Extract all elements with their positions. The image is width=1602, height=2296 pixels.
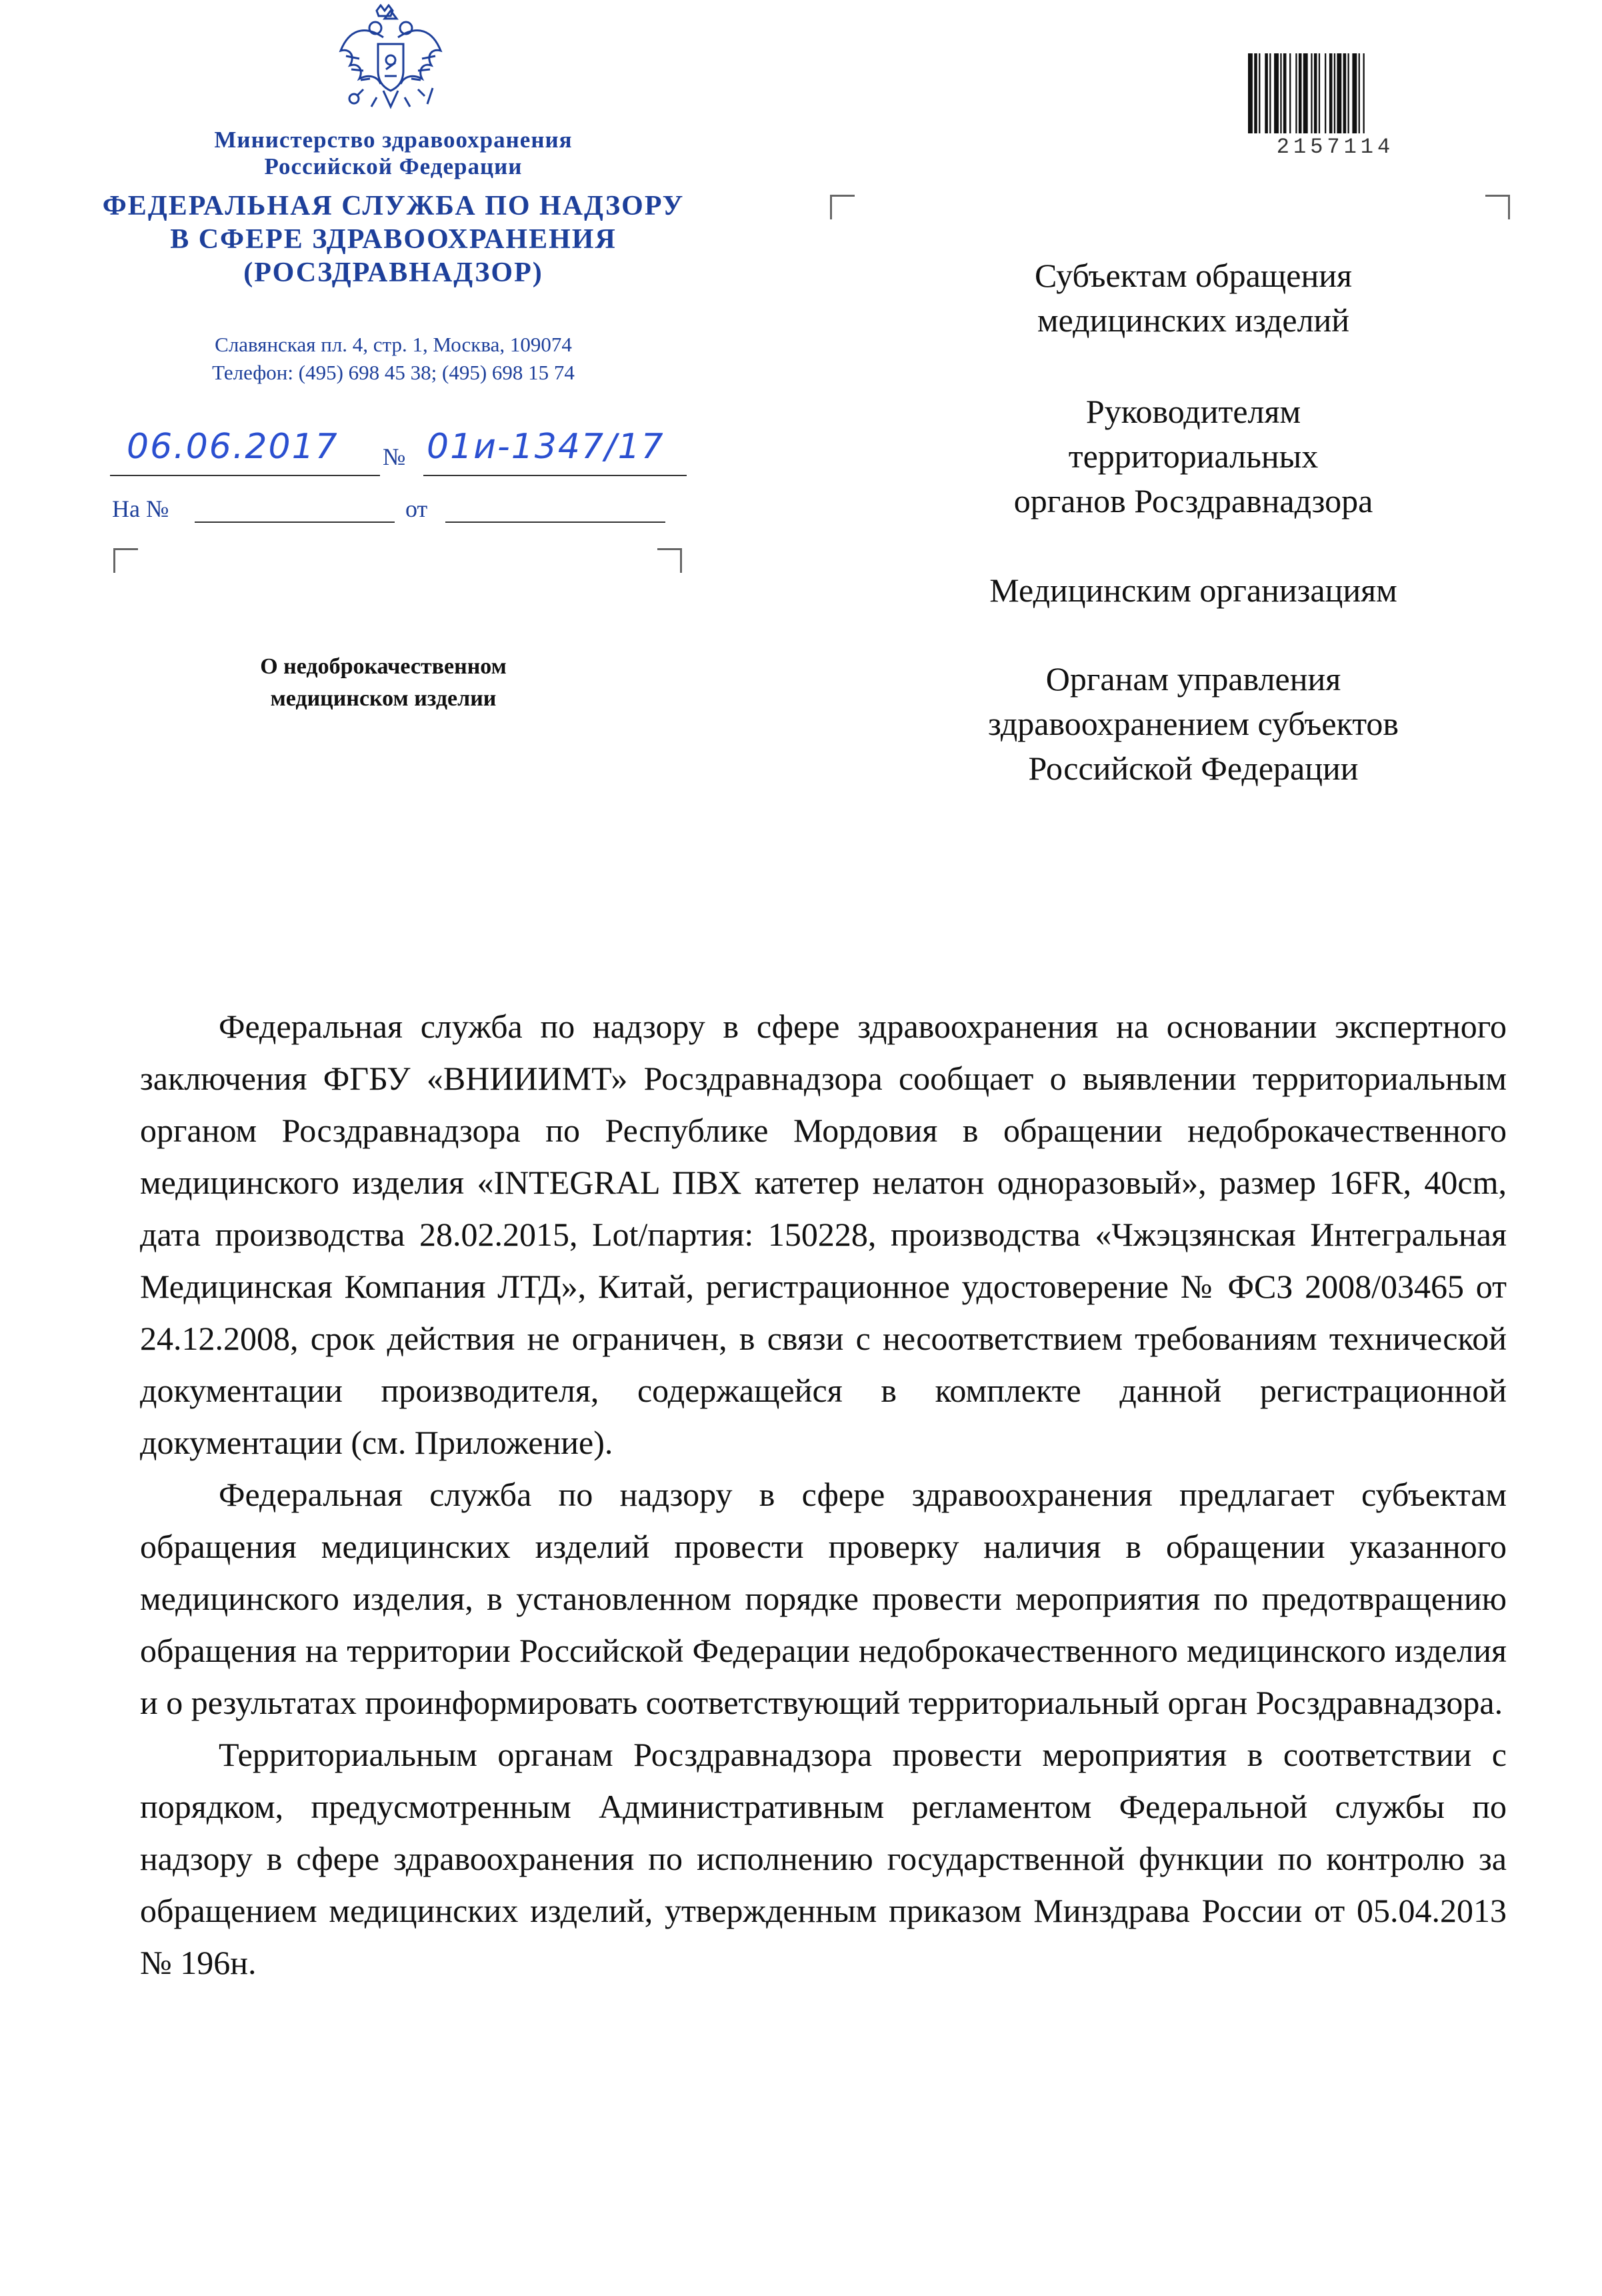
outgoing-date: 06.06.2017 (127, 427, 339, 467)
barcode-bar (1254, 53, 1257, 133)
addressee-4-line2: здравоохранением субъектов (987, 705, 1399, 742)
addressee-2 (880, 389, 1507, 523)
addressee-1-line2: медицинских изделий (1037, 301, 1350, 339)
barcode-bar (1348, 53, 1349, 133)
in-reply-label: На № (112, 495, 169, 522)
barcode-bar (1274, 53, 1279, 133)
in-reply-number-line (195, 521, 395, 523)
barcode-bar (1343, 53, 1347, 133)
addressee-2-line2: территориальных (1068, 437, 1319, 475)
barcode-bar (1295, 53, 1297, 133)
address-corner-top-left (113, 548, 138, 573)
outgoing-number: 01и-1347/17 (427, 427, 665, 467)
barcode-bar (1265, 53, 1268, 133)
service-name-line2: В СФЕРЕ ЗДРАВООХРАНЕНИЯ (170, 224, 617, 255)
barcode-bar (1299, 53, 1302, 133)
barcode-bar (1325, 53, 1326, 133)
barcode-bar (1363, 53, 1365, 133)
service-address: Славянская пл. 4, стр. 1, Москва, 109074 (215, 333, 572, 356)
from-date-line (445, 521, 665, 523)
barcode-bar (1314, 53, 1317, 133)
addressee-3 (880, 568, 1507, 613)
service-name-line1: ФЕДЕРАЛЬНАЯ СЛУЖБА ПО НАДЗОРУ (102, 191, 685, 221)
barcode-bar (1248, 53, 1253, 133)
addressee-3-line1: Медицинским организациям (989, 571, 1397, 609)
barcode-number: 2157114 (1276, 135, 1395, 159)
subject-line1: О недоброкачественном (260, 654, 507, 679)
number-underline (423, 475, 687, 476)
service-phone: Телефон: (495) 698 45 38; (495) 698 15 74 (212, 361, 575, 384)
address-corner-top-right (657, 548, 682, 573)
body-paragraph-2: Федеральная служба по надзору в сфере здравоохранения предлагает субъектам обращения медицинских изделий провести проверку наличия в обращении указанного медицинского изделия, в установленном порядке провести мероприятия по предотвращению обращения на территории Российской Федерации недоброкачественного медицинского изделия и о результатах проинформировать соответствующий территориальный орган Росздравнадзора. (140, 1476, 1507, 1721)
service-name-line3: (РОСЗДРАВНАДЗОР) (243, 257, 543, 288)
from-label: от (405, 495, 428, 522)
barcode (1245, 53, 1425, 133)
barcode-bar (1283, 53, 1287, 133)
barcode-bar (1319, 53, 1320, 133)
barcode-bar (1329, 53, 1333, 133)
letter-body (140, 1000, 1507, 1989)
addressee-2-line1: Руководителям (1085, 393, 1301, 430)
barcode-bar (1311, 53, 1312, 133)
addressee-4 (880, 657, 1507, 791)
addressee-2-line3: органов Росздравнадзора (1013, 482, 1373, 519)
ministry-name-line1: Министерство здравоохранения (214, 127, 573, 153)
addressee-1-line1: Субъектам обращения (1035, 257, 1352, 294)
barcode-bar (1352, 53, 1357, 133)
recipient-corner-top-right (1485, 195, 1510, 219)
addressee-4-line3: Российской Федерации (1028, 750, 1359, 787)
date-underline (110, 475, 380, 476)
number-sign: № (383, 443, 406, 470)
addressee-1 (880, 253, 1507, 343)
recipient-corner-top-left (830, 195, 855, 219)
subject-line2: медицинском изделии (270, 686, 497, 711)
barcode-bar (1259, 53, 1260, 133)
barcode-bar (1359, 53, 1360, 133)
ministry-name-line2: Российской Федерации (264, 153, 523, 179)
body-paragraph-1: Федеральная служба по надзору в сфере здравоохранения на основании экспертного заключения ФГБУ «ВНИИИМТ» Росздравнадзора сообщает о выявлении территориальным органом Росздравнадзора по Республике Мордовия в обращении недоброкачественного медицинского изделия «INTEGRAL ПВХ катетер нелатон одноразовый», размер 16FR, 40cm, дата производства 28.02.2015, Lot/партия: 150228, производства «Чжэцзянская Интегральная Медицинская Компания ЛТД», Китай, регистрационное удостоверение № ФСЗ 2008/03465 от 24.12.2008, срок действия не ограничен, в связи с несоответствием требованиям технической документации производителя, содержащейся в комплекте данной регистрационной документации (см. Приложение). (140, 1008, 1507, 1461)
addressee-4-line1: Органам управления (1045, 660, 1341, 698)
barcode-bar (1303, 53, 1308, 133)
barcode-bar (1337, 53, 1341, 133)
barcode-bar (1269, 53, 1271, 133)
coat-of-arms-emblem (337, 4, 445, 119)
barcode-bar (1289, 53, 1291, 133)
barcode-bar (1280, 53, 1281, 133)
barcode-bar (1334, 53, 1335, 133)
body-paragraph-3: Территориальным органам Росздравнадзора провести мероприятия в соответствии с порядком, предусмотренным Административным регламентом Федеральной службы по надзору в сфере здравоохранения по исполнению государственной функции по контролю за обращением медицинских изделий, утвержденным приказом Минздрава России от 05.04.2013 № 196н. (140, 1736, 1507, 1981)
